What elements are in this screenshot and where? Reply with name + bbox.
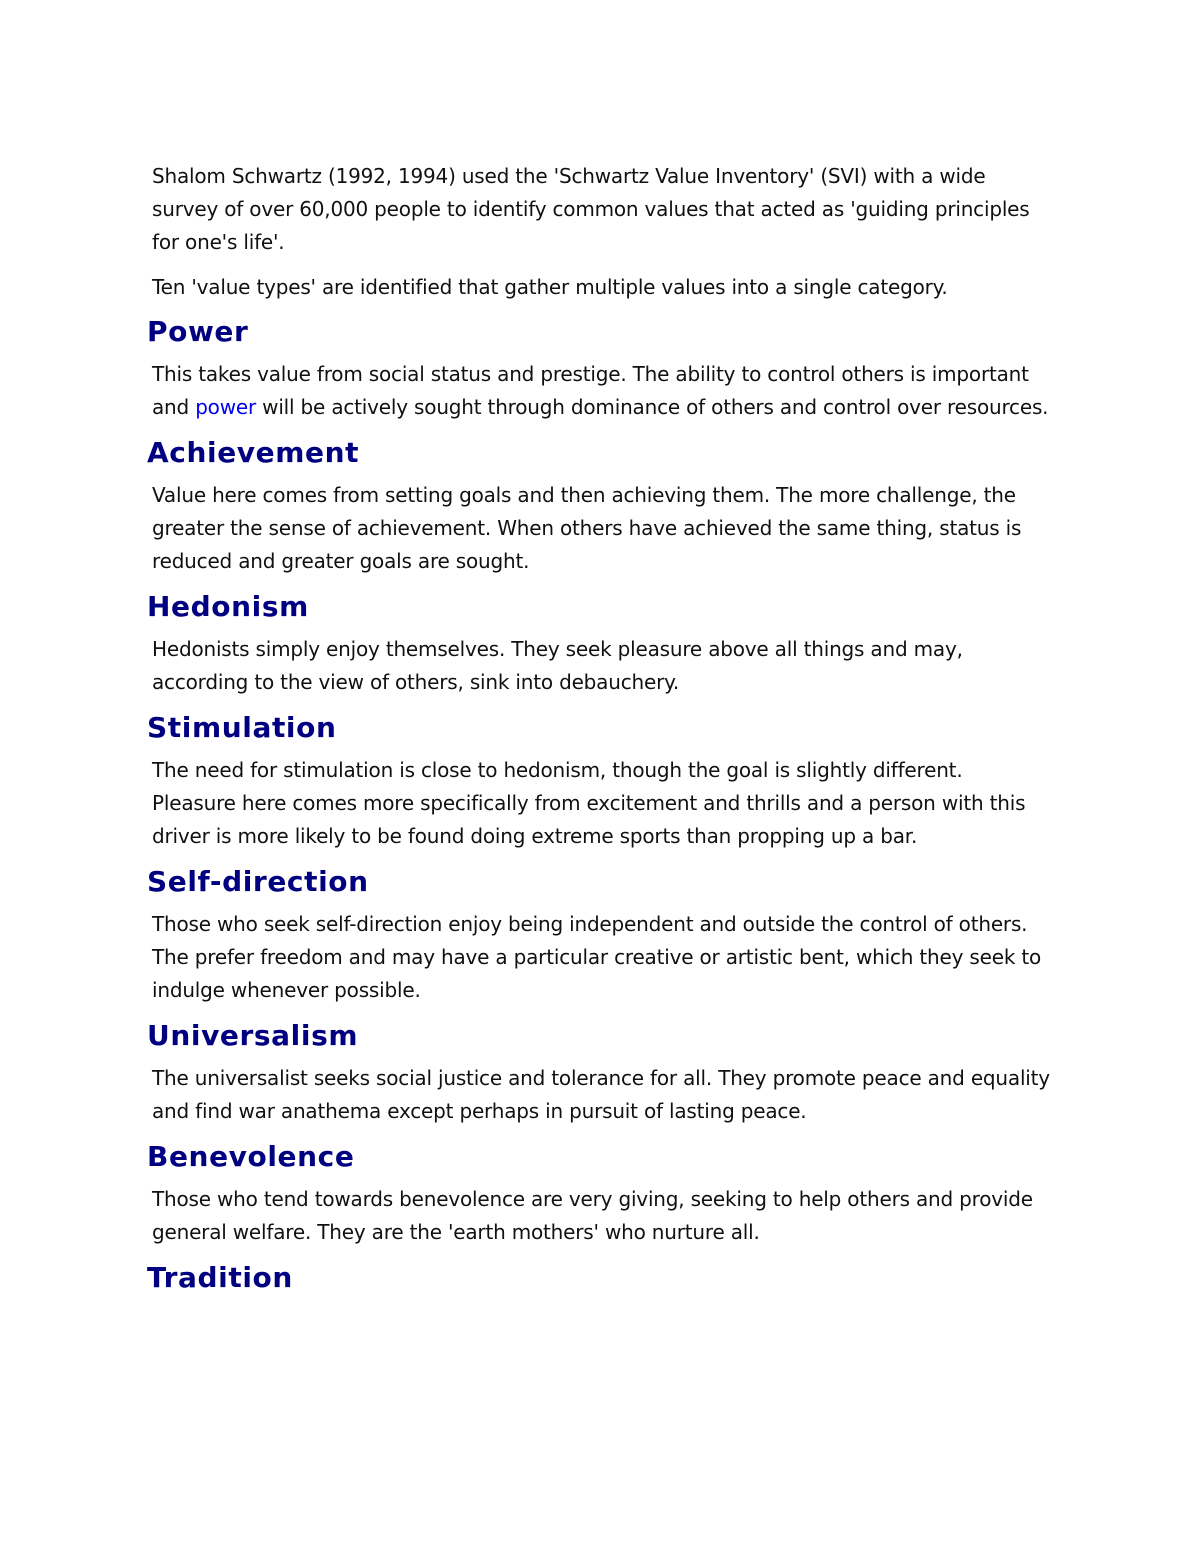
intro-paragraph-1: Shalom Schwartz (1992, 1994) used the 'Schwartz Value Inventory' (SVI) with a wide survey of over 60,000 people to identify common values that acted as 'guiding principles for one's life'.: [152, 164, 1030, 254]
intro-paragraph-2: Ten 'value types' are identified that gather multiple values into a single category.: [152, 275, 948, 299]
heading-self-direction: Self-direction: [147, 865, 369, 898]
heading-tradition: Tradition: [147, 1261, 293, 1294]
paragraph-benevolence: Those who tend towards benevolence are very giving, seeking to help others and provide general welfare. They are the 'earth mothers' who nurture all.: [152, 1187, 1033, 1244]
heading-achievement: Achievement: [147, 436, 360, 469]
section-hedonism: [147, 589, 1052, 699]
paragraph-power-text-after: will be actively sought through dominance of others and control over resources.: [256, 395, 1049, 419]
heading-benevolence: Benevolence: [147, 1140, 355, 1173]
section-stimulation: [147, 710, 1052, 853]
heading-power: Power: [147, 315, 249, 348]
paragraph-universalism: The universalist seeks social justice and tolerance for all. They promote peace and equality and find war anathema except perhaps in pursuit of lasting peace.: [152, 1066, 1050, 1123]
section-achievement: [147, 435, 1052, 578]
paragraph-self-direction: Those who seek self-direction enjoy being independent and outside the control of others. The prefer freedom and may have a particular creative or artistic bent, which they seek to indulge whenever possible.: [152, 912, 1042, 1002]
paragraph-achievement: Value here comes from setting goals and then achieving them. The more challenge, the greater the sense of achievement. When others have achieved the same thing, status is reduced and greater goals are sought.: [152, 483, 1022, 573]
section-benevolence: [147, 1139, 1052, 1249]
power-link[interactable]: power: [195, 395, 257, 419]
heading-universalism: Universalism: [147, 1019, 359, 1052]
section-power: [147, 314, 1052, 424]
paragraph-stimulation: The need for stimulation is close to hedonism, though the goal is slightly different. Pleasure here comes more specifically from excitement and thrills and a person with this driver is more likely to be found doing extreme sports than propping up a bar.: [152, 758, 1026, 848]
section-tradition: [147, 1260, 1052, 1296]
section-self-direction: [147, 864, 1052, 1007]
section-universalism: [147, 1018, 1052, 1128]
paragraph-hedonism: Hedonists simply enjoy themselves. They seek pleasure above all things and may, according to the view of others, sink into debauchery.: [152, 637, 963, 694]
heading-hedonism: Hedonism: [147, 590, 309, 623]
paragraph-power-text-before: This takes value from social status and prestige. The ability to control others is important and: [152, 362, 1029, 419]
document-page: [147, 160, 1052, 1304]
heading-stimulation: Stimulation: [147, 711, 337, 744]
paragraph-power: [152, 358, 1052, 424]
